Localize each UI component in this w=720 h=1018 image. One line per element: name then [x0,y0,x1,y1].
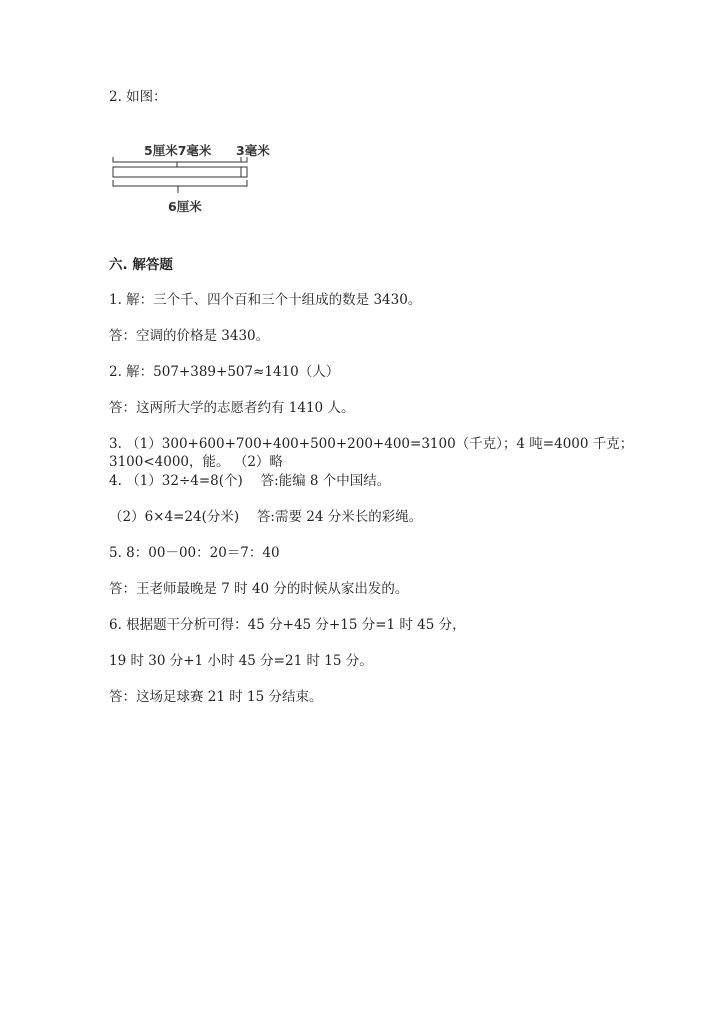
q6-solution-line2: 19 时 30 分+1 小时 45 分=21 时 15 分。 [109,653,373,669]
q2-solution: 2. 解：507+389+507≈1410（人） [109,364,340,380]
length-bar [113,167,247,177]
answer-2-intro: 2. 如图： [109,89,167,105]
bottom-brace [113,180,247,193]
q3-solution-line2: 3100<4000，能。 （2）略 [109,454,283,470]
section-title: 六. 解答题 [109,257,173,273]
bottom-label: 6厘米 [168,199,202,214]
q5-solution: 5. 8：00－00：20＝7：40 [109,545,280,561]
q3-solution-line1: 3. （1）300+600+700+400+500+200+400=3100（千克）；4 吨=4000 千克； [109,436,634,452]
length-diagram [110,138,290,218]
q4-part2: （2）6×4=24(分米) 答:需要 24 分米长的彩绳。 [109,509,423,525]
q1-answer: 答：空调的价格是 3430。 [109,328,270,344]
top-left-label: 5厘米7毫米 [144,143,212,158]
q6-answer: 答：这场足球赛 21 时 15 分结束。 [109,689,323,705]
top-right-label: 3毫米 [236,143,270,158]
q1-solution: 1. 解：三个千、四个百和三个十组成的数是 3430。 [109,292,422,308]
top-left-brace [113,157,241,167]
q6-solution-line1: 6. 根据题干分析可得：45 分+45 分+15 分=1 时 45 分， [109,617,466,633]
q4-part1: 4. （1）32÷4=8(个) 答:能编 8 个中国结。 [109,473,391,489]
q2-answer: 答：这两所大学的志愿者约有 1410 人。 [109,400,355,416]
q5-answer: 答：王老师最晚是 7 时 40 分的时候从家出发的。 [109,581,409,597]
